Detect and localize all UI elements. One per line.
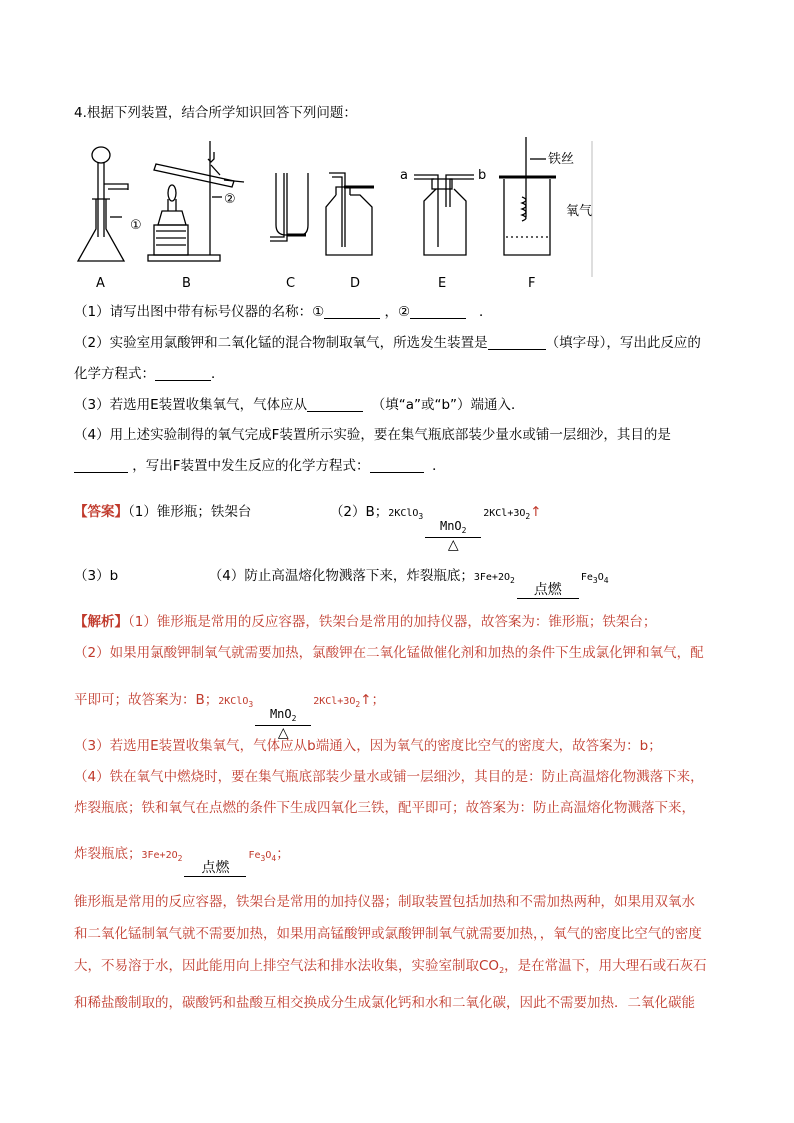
answer-blank[interactable] [155, 366, 211, 381]
summary-line-3: 大，不易溶于水，因此能用向上排空气法和排水法收集，实验室制取$CO_2$，是在常温下，用大理石或石灰石 [74, 958, 707, 975]
answer-line-1: 【答案】（1）锥形瓶；铁架台 （2）B；2KClO$_3$ MnO$_2$ △ $2KCl+3O_2↑$ [74, 504, 542, 553]
apparatus-c [270, 173, 308, 241]
question-4-line2: ，写出F装置中发生反应的化学方程式： ． [74, 456, 446, 476]
marker-1: ① [130, 218, 142, 233]
analysis-line-2: （2）如果用氯酸钾制氧气就需要加热，氯酸钾在二氧化锰做催化剂和加热的条件下生成氯化钾和氧气，配 [74, 645, 704, 661]
summary-line-1: 锥形瓶是常用的反应容器，铁架台是常用的加持仪器；制取装置包括加热和不需加热两种，如果用双氧水 [74, 894, 695, 910]
analysis-line-1: 【解析】（1）锥形瓶是常用的反应容器，铁架台是常用的加持仪器，故答案为：锥形瓶；铁架台； [74, 614, 657, 630]
analysis-tag: 【解析】 [74, 614, 128, 630]
question-2-line2: 化学方程式： ． [74, 366, 225, 382]
answer-blank[interactable] [488, 335, 546, 350]
marker-2: ② [224, 192, 236, 207]
pipe-b-label: b [478, 168, 487, 183]
label-e: E [438, 276, 447, 291]
question-3: （3）若选用E装置收集氧气，气体应从 （填“a”或“b”）端通入． [74, 397, 525, 413]
answer-line-2: （3）b （4）防止高温熔化物溅落下来，炸裂瓶底；$3Fe+2O_2$ 点燃 $Fe_3O_4$ [74, 568, 609, 598]
iron-wire-label: 铁丝 [548, 152, 575, 167]
label-d: D [350, 276, 361, 291]
apparatus-a-conical-flask [78, 147, 128, 261]
question-1: （1）请写出图中带有标号仪器的名称：① ，② ． [74, 304, 493, 320]
oxygen-label: 氧气 [566, 204, 593, 219]
reaction-condition: 点燃 [184, 861, 246, 877]
analysis-line-6: 炸裂瓶底；铁和氧气在点燃的条件下生成四氧化三铁，配平即可；故答案为：防止高温熔化物溅落下来， [74, 800, 695, 816]
reaction-condition: MnO$_2$ △ [255, 708, 311, 740]
answer-blank[interactable] [74, 458, 128, 473]
answer-tag: 【答案】 [74, 504, 128, 520]
analysis-line-4: （3）若选用E装置收集氧气，气体应从b端通入，因为氧气的密度比空气的密度大，故答案为：b； [74, 738, 662, 754]
summary-line-4: 和稀盐酸制取的，碳酸钙和盐酸互相交换成分生成氯化钙和水和二氧化碳，因此不需要加热．二氧化碳能 [74, 995, 695, 1011]
analysis-line-5: （4）铁在氧气中燃烧时，要在集气瓶底部装少量水或铺一层细沙，其目的是：防止高温熔化物溅落下来， [74, 769, 704, 785]
summary-paragraph [74, 886, 724, 1019]
apparatus-e [414, 175, 474, 255]
reaction-condition: 点燃 [517, 583, 579, 599]
answer-blank[interactable] [410, 304, 466, 319]
apparatus-figure [74, 137, 604, 292]
analysis-line-3: 平即可；故答案为：B；2KClO$_3$ MnO$_2$ △ $2KCl+3O_2↑$； [74, 692, 385, 741]
label-c: C [286, 276, 296, 291]
label-b: B [182, 276, 191, 291]
answer-blank[interactable] [370, 458, 424, 473]
summary-line-2: 和二氧化锰制氧气就不需要加热，如果用高锰酸钾或氯酸钾制氧气就需要加热，，氧气的密度比空气的密度 [74, 926, 702, 942]
reaction-condition: MnO$_2$ △ [425, 520, 481, 552]
question-4: （4）用上述实验制得的氧气完成F装置所示实验，要在集气瓶底部装少量水或铺一层细沙，其目的是 [74, 427, 671, 443]
label-f: F [528, 276, 536, 291]
pipe-a-label: a [400, 168, 408, 183]
answer-blank[interactable] [324, 304, 380, 319]
analysis-line-7: 炸裂瓶底；$3Fe+2O_2$ 点燃 $Fe_3O_4$； [74, 846, 290, 876]
answer-blank[interactable] [307, 397, 363, 412]
question-intro: 4.根据下列装置，结合所学知识回答下列问题： [74, 105, 357, 121]
question-2: （2）实验室用氯酸钾和二氧化锰的混合物制取氧气，所选发生装置是 （填字母），写出此反应的 [74, 335, 701, 351]
apparatus-d [326, 173, 374, 255]
label-a: A [96, 276, 105, 291]
